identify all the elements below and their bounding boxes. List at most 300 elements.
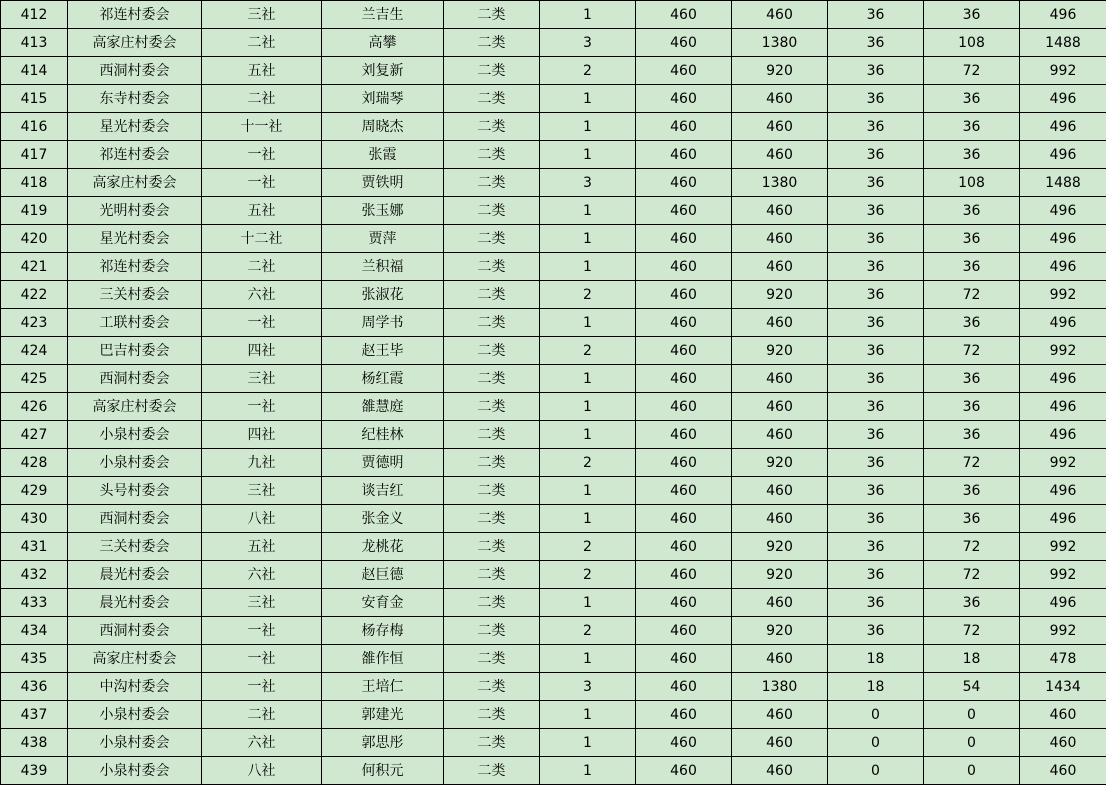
cell-household-count[interactable]: 1	[540, 309, 636, 337]
cell-category[interactable]: 二类	[444, 645, 540, 673]
cell-extra-amount[interactable]: 72	[924, 617, 1020, 645]
cell-category[interactable]: 二类	[444, 253, 540, 281]
cell-group[interactable]: 五社	[202, 197, 322, 225]
cell-name[interactable]: 雒作恒	[322, 645, 444, 673]
cell-group[interactable]: 五社	[202, 533, 322, 561]
cell-subtotal-amount[interactable]: 460	[732, 141, 828, 169]
cell-total-amount[interactable]: 496	[1020, 365, 1106, 393]
cell-group[interactable]: 五社	[202, 57, 322, 85]
cell-household-count[interactable]: 1	[540, 701, 636, 729]
cell-standard-amount[interactable]: 460	[636, 29, 732, 57]
cell-name[interactable]: 周晓杰	[322, 113, 444, 141]
cell-category[interactable]: 二类	[444, 701, 540, 729]
cell-extra-amount[interactable]: 36	[924, 197, 1020, 225]
cell-extra-amount[interactable]: 36	[924, 113, 1020, 141]
cell-group[interactable]: 六社	[202, 729, 322, 757]
cell-group[interactable]: 一社	[202, 393, 322, 421]
cell-standard-amount[interactable]: 460	[636, 337, 732, 365]
cell-extra-amount[interactable]: 36	[924, 1, 1020, 29]
cell-name[interactable]: 王培仁	[322, 673, 444, 701]
cell-total-amount[interactable]: 496	[1020, 141, 1106, 169]
cell-total-amount[interactable]: 992	[1020, 561, 1106, 589]
cell-total-amount[interactable]: 992	[1020, 533, 1106, 561]
cell-name[interactable]: 兰吉生	[322, 1, 444, 29]
cell-standard-amount[interactable]: 460	[636, 197, 732, 225]
cell-name[interactable]: 刘复新	[322, 57, 444, 85]
cell-name[interactable]: 周学书	[322, 309, 444, 337]
cell-category[interactable]: 二类	[444, 729, 540, 757]
cell-group[interactable]: 三社	[202, 589, 322, 617]
cell-total-amount[interactable]: 496	[1020, 477, 1106, 505]
cell-total-amount[interactable]: 992	[1020, 449, 1106, 477]
cell-extra-rate[interactable]: 36	[828, 29, 924, 57]
cell-row-number[interactable]: 425	[1, 365, 68, 393]
cell-extra-amount[interactable]: 36	[924, 505, 1020, 533]
cell-total-amount[interactable]: 478	[1020, 645, 1106, 673]
cell-extra-rate[interactable]: 36	[828, 141, 924, 169]
cell-village-committee[interactable]: 工联村委会	[68, 309, 202, 337]
cell-category[interactable]: 二类	[444, 617, 540, 645]
cell-subtotal-amount[interactable]: 460	[732, 1, 828, 29]
cell-standard-amount[interactable]: 460	[636, 225, 732, 253]
cell-subtotal-amount[interactable]: 460	[732, 113, 828, 141]
cell-total-amount[interactable]: 496	[1020, 253, 1106, 281]
cell-village-committee[interactable]: 星光村委会	[68, 113, 202, 141]
cell-name[interactable]: 安育金	[322, 589, 444, 617]
cell-subtotal-amount[interactable]: 1380	[732, 169, 828, 197]
cell-row-number[interactable]: 432	[1, 561, 68, 589]
cell-standard-amount[interactable]: 460	[636, 477, 732, 505]
cell-category[interactable]: 二类	[444, 337, 540, 365]
cell-name[interactable]: 龙桃花	[322, 533, 444, 561]
cell-total-amount[interactable]: 460	[1020, 757, 1106, 785]
cell-subtotal-amount[interactable]: 920	[732, 337, 828, 365]
cell-standard-amount[interactable]: 460	[636, 757, 732, 785]
cell-row-number[interactable]: 416	[1, 113, 68, 141]
cell-extra-amount[interactable]: 36	[924, 225, 1020, 253]
cell-standard-amount[interactable]: 460	[636, 617, 732, 645]
cell-subtotal-amount[interactable]: 460	[732, 253, 828, 281]
cell-village-committee[interactable]: 晨光村委会	[68, 589, 202, 617]
cell-extra-amount[interactable]: 72	[924, 281, 1020, 309]
cell-village-committee[interactable]: 小泉村委会	[68, 757, 202, 785]
cell-name[interactable]: 张淑花	[322, 281, 444, 309]
cell-row-number[interactable]: 424	[1, 337, 68, 365]
cell-group[interactable]: 四社	[202, 337, 322, 365]
cell-standard-amount[interactable]: 460	[636, 85, 732, 113]
cell-name[interactable]: 兰积福	[322, 253, 444, 281]
cell-village-committee[interactable]: 头号村委会	[68, 477, 202, 505]
cell-row-number[interactable]: 430	[1, 505, 68, 533]
cell-group[interactable]: 六社	[202, 561, 322, 589]
cell-extra-rate[interactable]: 36	[828, 281, 924, 309]
cell-extra-amount[interactable]: 0	[924, 729, 1020, 757]
cell-standard-amount[interactable]: 460	[636, 589, 732, 617]
cell-category[interactable]: 二类	[444, 505, 540, 533]
cell-subtotal-amount[interactable]: 1380	[732, 29, 828, 57]
cell-extra-rate[interactable]: 36	[828, 421, 924, 449]
cell-extra-amount[interactable]: 36	[924, 477, 1020, 505]
cell-group[interactable]: 一社	[202, 309, 322, 337]
cell-standard-amount[interactable]: 460	[636, 57, 732, 85]
cell-name[interactable]: 雒慧庭	[322, 393, 444, 421]
cell-standard-amount[interactable]: 460	[636, 281, 732, 309]
cell-village-committee[interactable]: 西洞村委会	[68, 57, 202, 85]
cell-category[interactable]: 二类	[444, 169, 540, 197]
cell-extra-amount[interactable]: 36	[924, 85, 1020, 113]
cell-subtotal-amount[interactable]: 460	[732, 85, 828, 113]
cell-subtotal-amount[interactable]: 460	[732, 645, 828, 673]
cell-standard-amount[interactable]: 460	[636, 645, 732, 673]
cell-standard-amount[interactable]: 460	[636, 533, 732, 561]
cell-group[interactable]: 二社	[202, 253, 322, 281]
cell-village-committee[interactable]: 晨光村委会	[68, 561, 202, 589]
cell-subtotal-amount[interactable]: 460	[732, 729, 828, 757]
cell-name[interactable]: 贾萍	[322, 225, 444, 253]
cell-subtotal-amount[interactable]: 460	[732, 757, 828, 785]
cell-category[interactable]: 二类	[444, 197, 540, 225]
cell-extra-rate[interactable]: 36	[828, 169, 924, 197]
cell-category[interactable]: 二类	[444, 449, 540, 477]
cell-category[interactable]: 二类	[444, 309, 540, 337]
cell-extra-amount[interactable]: 36	[924, 589, 1020, 617]
cell-total-amount[interactable]: 496	[1020, 85, 1106, 113]
cell-group[interactable]: 八社	[202, 757, 322, 785]
cell-total-amount[interactable]: 992	[1020, 337, 1106, 365]
cell-category[interactable]: 二类	[444, 281, 540, 309]
cell-row-number[interactable]: 414	[1, 57, 68, 85]
cell-category[interactable]: 二类	[444, 477, 540, 505]
cell-row-number[interactable]: 428	[1, 449, 68, 477]
cell-category[interactable]: 二类	[444, 85, 540, 113]
cell-household-count[interactable]: 1	[540, 505, 636, 533]
cell-row-number[interactable]: 419	[1, 197, 68, 225]
cell-household-count[interactable]: 1	[540, 225, 636, 253]
cell-name[interactable]: 高攀	[322, 29, 444, 57]
cell-household-count[interactable]: 2	[540, 533, 636, 561]
cell-row-number[interactable]: 422	[1, 281, 68, 309]
cell-household-count[interactable]: 1	[540, 197, 636, 225]
cell-household-count[interactable]: 1	[540, 589, 636, 617]
cell-extra-rate[interactable]: 36	[828, 505, 924, 533]
cell-standard-amount[interactable]: 460	[636, 365, 732, 393]
cell-household-count[interactable]: 1	[540, 393, 636, 421]
cell-total-amount[interactable]: 496	[1020, 113, 1106, 141]
cell-subtotal-amount[interactable]: 460	[732, 309, 828, 337]
cell-village-committee[interactable]: 祁连村委会	[68, 141, 202, 169]
cell-name[interactable]: 郭思彤	[322, 729, 444, 757]
cell-category[interactable]: 二类	[444, 561, 540, 589]
cell-row-number[interactable]: 429	[1, 477, 68, 505]
cell-extra-amount[interactable]: 72	[924, 337, 1020, 365]
cell-extra-rate[interactable]: 36	[828, 449, 924, 477]
cell-village-committee[interactable]: 高家庄村委会	[68, 645, 202, 673]
cell-subtotal-amount[interactable]: 1380	[732, 673, 828, 701]
cell-extra-amount[interactable]: 36	[924, 141, 1020, 169]
cell-extra-rate[interactable]: 36	[828, 365, 924, 393]
cell-total-amount[interactable]: 992	[1020, 57, 1106, 85]
cell-row-number[interactable]: 420	[1, 225, 68, 253]
cell-category[interactable]: 二类	[444, 673, 540, 701]
cell-standard-amount[interactable]: 460	[636, 309, 732, 337]
cell-subtotal-amount[interactable]: 460	[732, 477, 828, 505]
cell-extra-rate[interactable]: 36	[828, 561, 924, 589]
cell-extra-amount[interactable]: 36	[924, 393, 1020, 421]
cell-standard-amount[interactable]: 460	[636, 701, 732, 729]
cell-group[interactable]: 十一社	[202, 113, 322, 141]
cell-village-committee[interactable]: 东寺村委会	[68, 85, 202, 113]
cell-household-count[interactable]: 3	[540, 29, 636, 57]
cell-subtotal-amount[interactable]: 920	[732, 533, 828, 561]
cell-name[interactable]: 张霞	[322, 141, 444, 169]
cell-extra-rate[interactable]: 36	[828, 337, 924, 365]
cell-village-committee[interactable]: 小泉村委会	[68, 449, 202, 477]
cell-subtotal-amount[interactable]: 460	[732, 505, 828, 533]
cell-subtotal-amount[interactable]: 460	[732, 393, 828, 421]
cell-household-count[interactable]: 1	[540, 645, 636, 673]
cell-group[interactable]: 十二社	[202, 225, 322, 253]
cell-household-count[interactable]: 2	[540, 617, 636, 645]
cell-village-committee[interactable]: 西洞村委会	[68, 505, 202, 533]
cell-village-committee[interactable]: 巴吉村委会	[68, 337, 202, 365]
cell-total-amount[interactable]: 992	[1020, 617, 1106, 645]
cell-group[interactable]: 三社	[202, 365, 322, 393]
cell-name[interactable]: 刘瑞琴	[322, 85, 444, 113]
cell-household-count[interactable]: 1	[540, 421, 636, 449]
cell-row-number[interactable]: 421	[1, 253, 68, 281]
cell-extra-amount[interactable]: 36	[924, 309, 1020, 337]
cell-total-amount[interactable]: 460	[1020, 729, 1106, 757]
cell-category[interactable]: 二类	[444, 29, 540, 57]
cell-standard-amount[interactable]: 460	[636, 729, 732, 757]
cell-standard-amount[interactable]: 460	[636, 393, 732, 421]
cell-extra-amount[interactable]: 36	[924, 253, 1020, 281]
cell-village-committee[interactable]: 小泉村委会	[68, 701, 202, 729]
cell-total-amount[interactable]: 496	[1020, 589, 1106, 617]
cell-extra-rate[interactable]: 36	[828, 393, 924, 421]
cell-subtotal-amount[interactable]: 920	[732, 561, 828, 589]
cell-total-amount[interactable]: 496	[1020, 393, 1106, 421]
cell-row-number[interactable]: 415	[1, 85, 68, 113]
cell-subtotal-amount[interactable]: 920	[732, 281, 828, 309]
cell-extra-amount[interactable]: 54	[924, 673, 1020, 701]
cell-category[interactable]: 二类	[444, 113, 540, 141]
cell-extra-amount[interactable]: 72	[924, 533, 1020, 561]
cell-name[interactable]: 贾德明	[322, 449, 444, 477]
cell-extra-amount[interactable]: 0	[924, 757, 1020, 785]
cell-extra-rate[interactable]: 36	[828, 477, 924, 505]
cell-subtotal-amount[interactable]: 460	[732, 197, 828, 225]
cell-extra-rate[interactable]: 36	[828, 309, 924, 337]
cell-row-number[interactable]: 436	[1, 673, 68, 701]
cell-standard-amount[interactable]: 460	[636, 253, 732, 281]
cell-extra-rate[interactable]: 0	[828, 701, 924, 729]
cell-subtotal-amount[interactable]: 460	[732, 225, 828, 253]
cell-village-committee[interactable]: 小泉村委会	[68, 729, 202, 757]
cell-subtotal-amount[interactable]: 920	[732, 617, 828, 645]
cell-household-count[interactable]: 1	[540, 1, 636, 29]
cell-standard-amount[interactable]: 460	[636, 421, 732, 449]
cell-village-committee[interactable]: 祁连村委会	[68, 253, 202, 281]
cell-household-count[interactable]: 3	[540, 169, 636, 197]
cell-row-number[interactable]: 412	[1, 1, 68, 29]
cell-total-amount[interactable]: 496	[1020, 197, 1106, 225]
cell-village-committee[interactable]: 高家庄村委会	[68, 393, 202, 421]
cell-extra-rate[interactable]: 36	[828, 533, 924, 561]
cell-extra-amount[interactable]: 0	[924, 701, 1020, 729]
cell-household-count[interactable]: 1	[540, 85, 636, 113]
cell-household-count[interactable]: 2	[540, 561, 636, 589]
cell-household-count[interactable]: 3	[540, 673, 636, 701]
cell-total-amount[interactable]: 496	[1020, 421, 1106, 449]
cell-household-count[interactable]: 1	[540, 141, 636, 169]
cell-name[interactable]: 纪桂林	[322, 421, 444, 449]
cell-village-committee[interactable]: 星光村委会	[68, 225, 202, 253]
cell-extra-amount[interactable]: 72	[924, 561, 1020, 589]
cell-household-count[interactable]: 2	[540, 281, 636, 309]
cell-group[interactable]: 三社	[202, 1, 322, 29]
cell-village-committee[interactable]: 祁连村委会	[68, 1, 202, 29]
cell-subtotal-amount[interactable]: 460	[732, 701, 828, 729]
cell-category[interactable]: 二类	[444, 1, 540, 29]
cell-extra-amount[interactable]: 72	[924, 449, 1020, 477]
cell-extra-rate[interactable]: 36	[828, 1, 924, 29]
cell-name[interactable]: 张玉娜	[322, 197, 444, 225]
cell-group[interactable]: 八社	[202, 505, 322, 533]
cell-row-number[interactable]: 431	[1, 533, 68, 561]
cell-category[interactable]: 二类	[444, 57, 540, 85]
cell-category[interactable]: 二类	[444, 533, 540, 561]
cell-name[interactable]: 杨存梅	[322, 617, 444, 645]
cell-subtotal-amount[interactable]: 460	[732, 589, 828, 617]
cell-total-amount[interactable]: 992	[1020, 281, 1106, 309]
cell-category[interactable]: 二类	[444, 757, 540, 785]
cell-category[interactable]: 二类	[444, 589, 540, 617]
cell-subtotal-amount[interactable]: 460	[732, 365, 828, 393]
cell-group[interactable]: 四社	[202, 421, 322, 449]
cell-name[interactable]: 赵王毕	[322, 337, 444, 365]
cell-extra-rate[interactable]: 36	[828, 617, 924, 645]
cell-row-number[interactable]: 434	[1, 617, 68, 645]
cell-village-committee[interactable]: 高家庄村委会	[68, 169, 202, 197]
cell-category[interactable]: 二类	[444, 421, 540, 449]
cell-standard-amount[interactable]: 460	[636, 505, 732, 533]
cell-row-number[interactable]: 426	[1, 393, 68, 421]
cell-group[interactable]: 六社	[202, 281, 322, 309]
cell-subtotal-amount[interactable]: 460	[732, 421, 828, 449]
cell-village-committee[interactable]: 中沟村委会	[68, 673, 202, 701]
cell-village-committee[interactable]: 三关村委会	[68, 281, 202, 309]
cell-standard-amount[interactable]: 460	[636, 169, 732, 197]
cell-village-committee[interactable]: 小泉村委会	[68, 421, 202, 449]
cell-extra-rate[interactable]: 18	[828, 673, 924, 701]
cell-household-count[interactable]: 2	[540, 57, 636, 85]
cell-extra-amount[interactable]: 36	[924, 365, 1020, 393]
cell-name[interactable]: 张金义	[322, 505, 444, 533]
cell-extra-rate[interactable]: 36	[828, 57, 924, 85]
cell-extra-amount[interactable]: 36	[924, 421, 1020, 449]
cell-village-committee[interactable]: 西洞村委会	[68, 365, 202, 393]
cell-household-count[interactable]: 1	[540, 729, 636, 757]
cell-total-amount[interactable]: 496	[1020, 309, 1106, 337]
cell-household-count[interactable]: 2	[540, 449, 636, 477]
cell-village-committee[interactable]: 光明村委会	[68, 197, 202, 225]
cell-name[interactable]: 贾铁明	[322, 169, 444, 197]
cell-name[interactable]: 郭建光	[322, 701, 444, 729]
cell-standard-amount[interactable]: 460	[636, 673, 732, 701]
cell-total-amount[interactable]: 460	[1020, 701, 1106, 729]
cell-group[interactable]: 一社	[202, 617, 322, 645]
cell-household-count[interactable]: 1	[540, 365, 636, 393]
cell-extra-rate[interactable]: 0	[828, 757, 924, 785]
cell-row-number[interactable]: 413	[1, 29, 68, 57]
cell-standard-amount[interactable]: 460	[636, 561, 732, 589]
cell-village-committee[interactable]: 高家庄村委会	[68, 29, 202, 57]
cell-row-number[interactable]: 437	[1, 701, 68, 729]
cell-extra-rate[interactable]: 0	[828, 729, 924, 757]
cell-standard-amount[interactable]: 460	[636, 449, 732, 477]
cell-extra-amount[interactable]: 108	[924, 169, 1020, 197]
cell-standard-amount[interactable]: 460	[636, 141, 732, 169]
cell-row-number[interactable]: 433	[1, 589, 68, 617]
cell-row-number[interactable]: 435	[1, 645, 68, 673]
cell-extra-amount[interactable]: 108	[924, 29, 1020, 57]
cell-category[interactable]: 二类	[444, 141, 540, 169]
cell-extra-rate[interactable]: 36	[828, 113, 924, 141]
cell-subtotal-amount[interactable]: 920	[732, 449, 828, 477]
cell-household-count[interactable]: 1	[540, 757, 636, 785]
cell-extra-rate[interactable]: 36	[828, 197, 924, 225]
cell-group[interactable]: 二社	[202, 85, 322, 113]
cell-row-number[interactable]: 438	[1, 729, 68, 757]
cell-extra-rate[interactable]: 18	[828, 645, 924, 673]
cell-group[interactable]: 一社	[202, 169, 322, 197]
cell-category[interactable]: 二类	[444, 225, 540, 253]
cell-category[interactable]: 二类	[444, 365, 540, 393]
cell-total-amount[interactable]: 496	[1020, 225, 1106, 253]
cell-row-number[interactable]: 423	[1, 309, 68, 337]
cell-household-count[interactable]: 1	[540, 113, 636, 141]
cell-standard-amount[interactable]: 460	[636, 113, 732, 141]
cell-total-amount[interactable]: 496	[1020, 505, 1106, 533]
cell-group[interactable]: 一社	[202, 673, 322, 701]
cell-group[interactable]: 二社	[202, 29, 322, 57]
cell-group[interactable]: 三社	[202, 477, 322, 505]
cell-household-count[interactable]: 1	[540, 253, 636, 281]
cell-name[interactable]: 何积元	[322, 757, 444, 785]
cell-name[interactable]: 谈吉红	[322, 477, 444, 505]
cell-row-number[interactable]: 439	[1, 757, 68, 785]
cell-row-number[interactable]: 427	[1, 421, 68, 449]
cell-group[interactable]: 九社	[202, 449, 322, 477]
cell-row-number[interactable]: 417	[1, 141, 68, 169]
cell-extra-amount[interactable]: 18	[924, 645, 1020, 673]
cell-extra-rate[interactable]: 36	[828, 589, 924, 617]
cell-name[interactable]: 赵巨德	[322, 561, 444, 589]
cell-standard-amount[interactable]: 460	[636, 1, 732, 29]
cell-total-amount[interactable]: 496	[1020, 1, 1106, 29]
cell-total-amount[interactable]: 1488	[1020, 29, 1106, 57]
cell-total-amount[interactable]: 1488	[1020, 169, 1106, 197]
cell-group[interactable]: 一社	[202, 141, 322, 169]
cell-village-committee[interactable]: 西洞村委会	[68, 617, 202, 645]
cell-group[interactable]: 二社	[202, 701, 322, 729]
cell-row-number[interactable]: 418	[1, 169, 68, 197]
cell-household-count[interactable]: 1	[540, 477, 636, 505]
cell-category[interactable]: 二类	[444, 393, 540, 421]
cell-extra-rate[interactable]: 36	[828, 253, 924, 281]
cell-extra-rate[interactable]: 36	[828, 85, 924, 113]
